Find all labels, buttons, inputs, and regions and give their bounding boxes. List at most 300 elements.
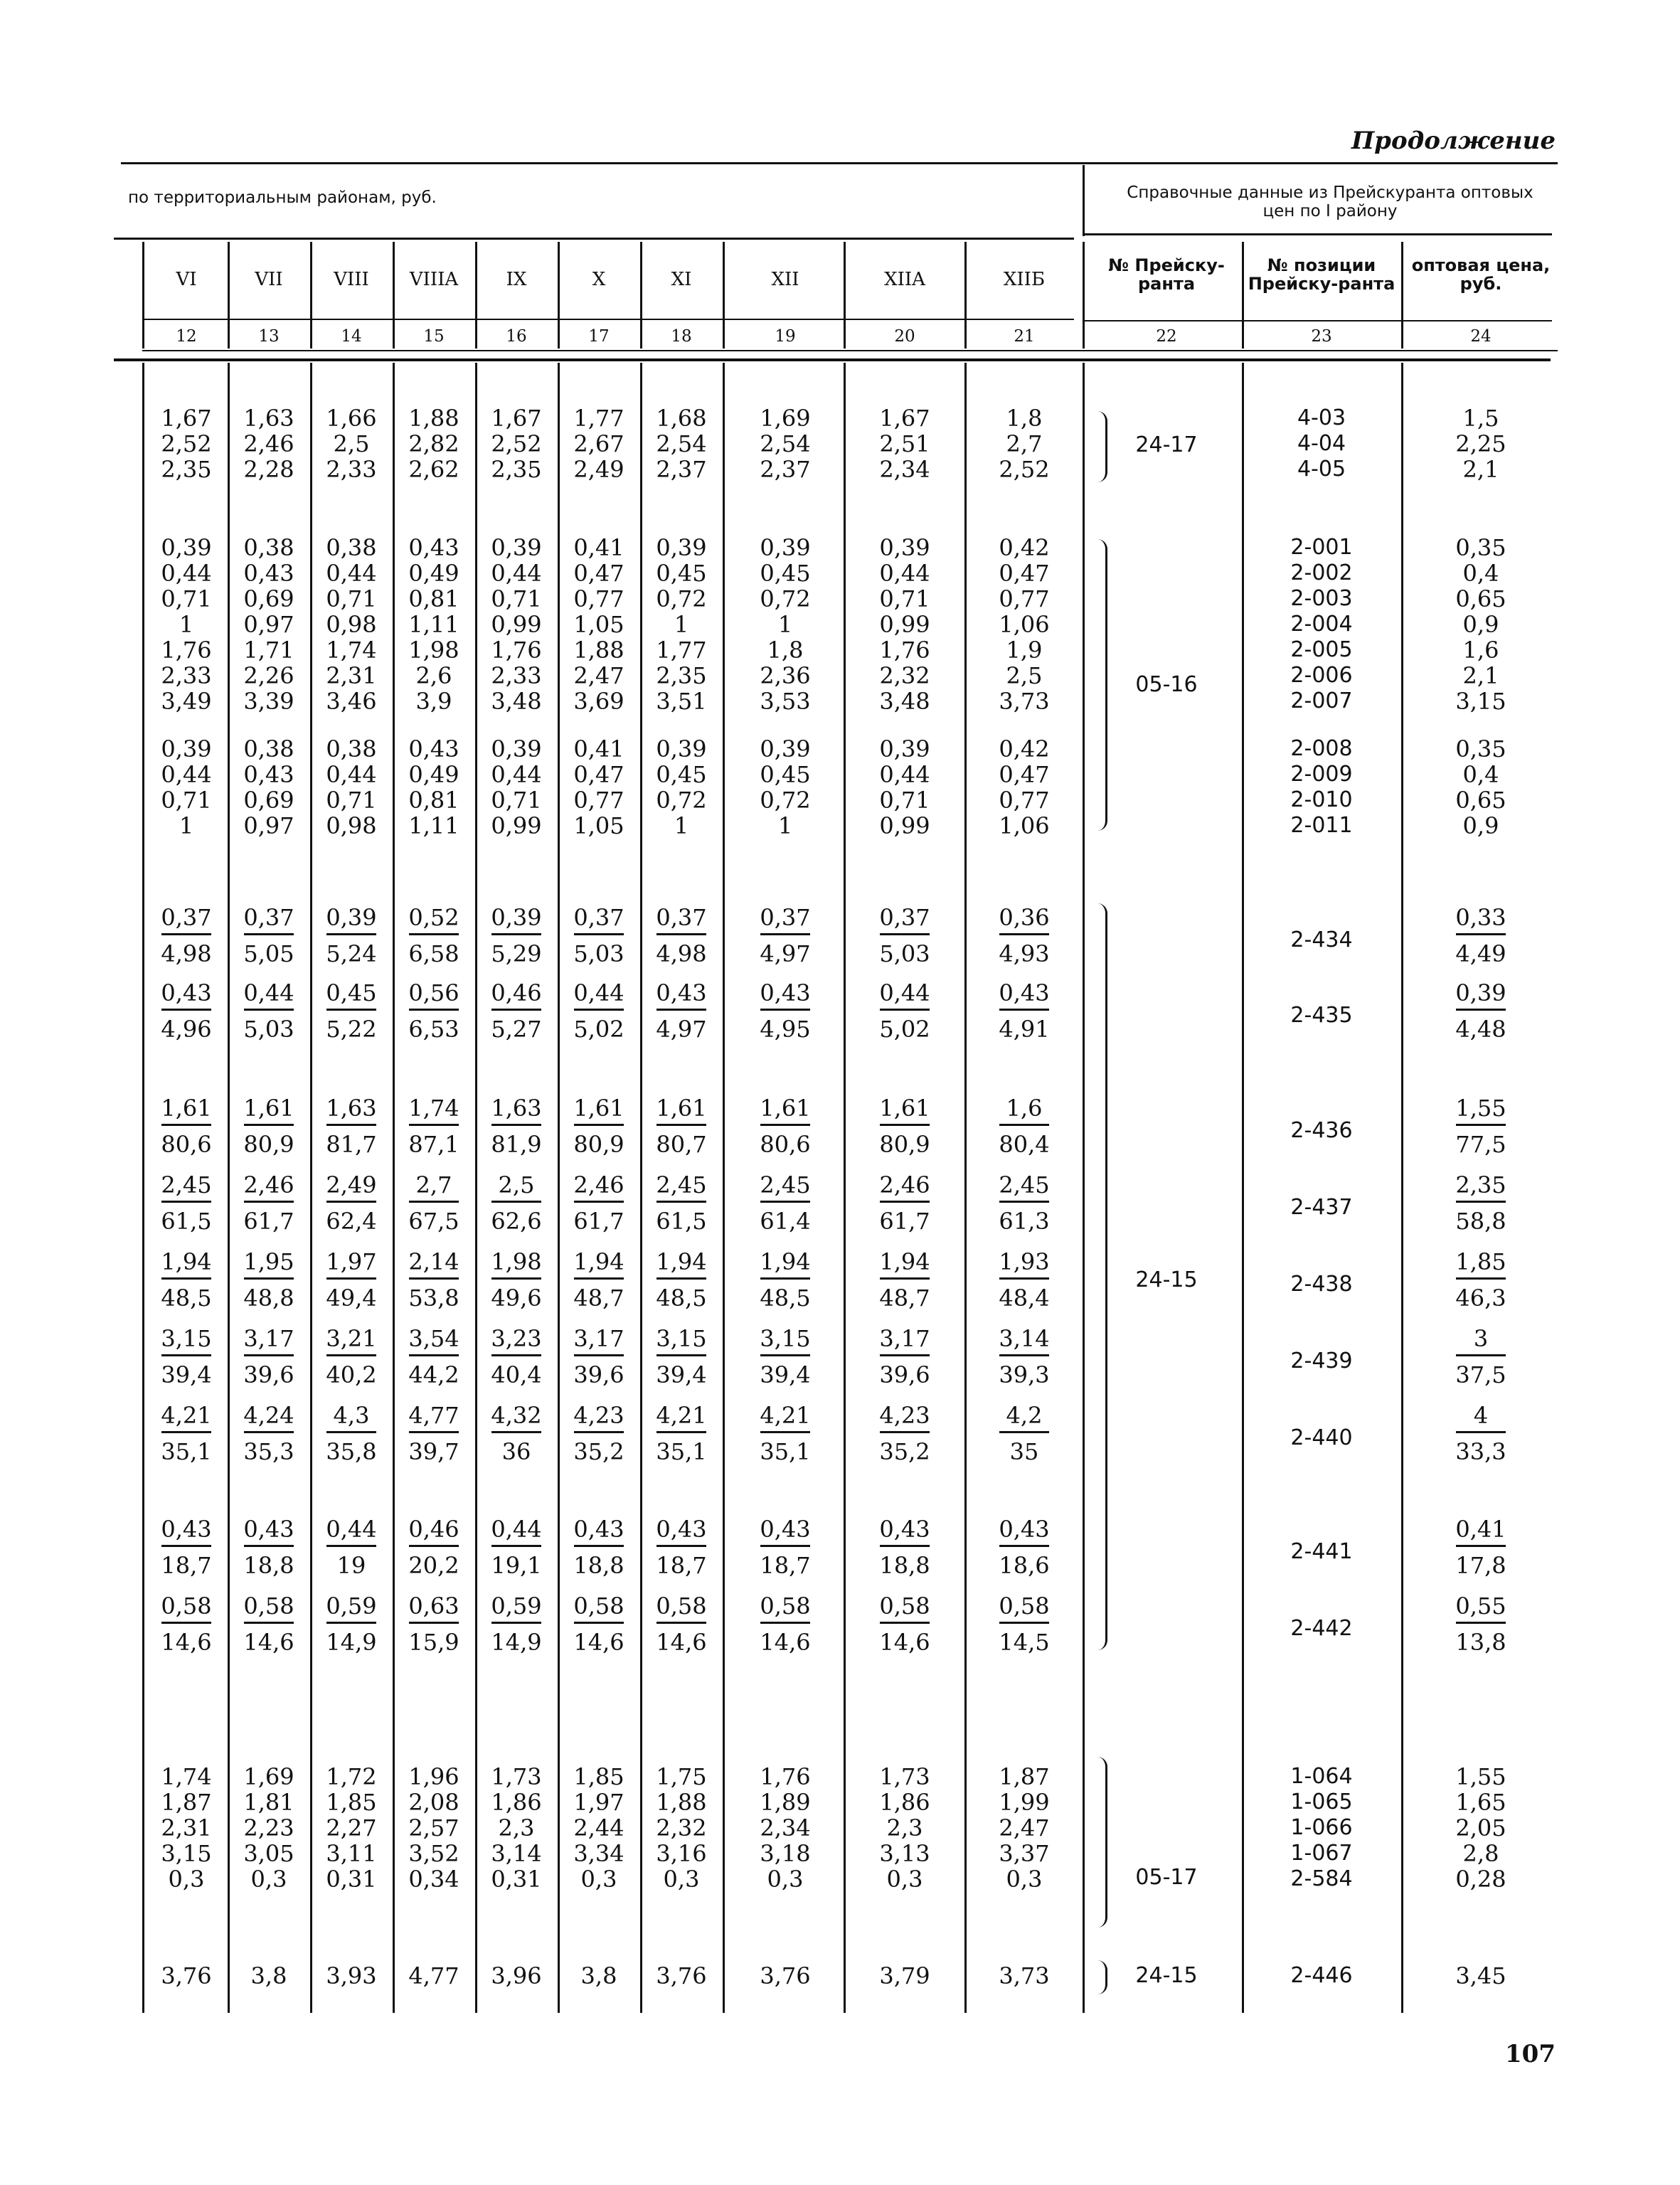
fraction-denominator: 39,4 [656,1361,707,1388]
fraction-bar [760,1201,810,1203]
fraction-bar [574,1277,624,1280]
fraction-cell [556,1324,642,1389]
price-denominator: 13,8 [1455,1629,1506,1656]
b1-cell-21: 1,8 2,7 2,52 [999,405,1050,483]
fraction-denominator: 80,6 [161,1131,212,1158]
fraction-denominator: 53,8 [408,1285,459,1312]
fraction-row-position: 2-439 [1290,1349,1353,1373]
fraction-cell [391,1171,477,1235]
fraction-bar [880,1431,930,1433]
fraction-numerator: 0,43 [243,1516,294,1543]
header-column-rule [310,242,312,349]
fraction-cell [743,1248,828,1312]
fraction-row-price [1438,979,1524,1043]
fraction-cell [309,1592,394,1657]
fraction-denominator: 48,5 [656,1285,707,1312]
fraction-cell [862,1094,947,1159]
price-denominator: 4,48 [1455,1016,1506,1043]
fraction-denominator: 35,8 [326,1438,377,1465]
fraction-numerator: 0,43 [879,1516,930,1543]
column-number-15: 15 [423,327,445,346]
header-column-rule [844,242,846,349]
fraction-bar [491,1277,541,1280]
fraction-denominator: 62,6 [491,1208,542,1235]
price-denominator: 33,3 [1455,1438,1506,1465]
column-header-16: IX [506,269,527,290]
fraction-denominator: 61,7 [243,1208,294,1235]
fraction-cell [391,1094,477,1159]
fraction-denominator: 62,4 [326,1208,377,1235]
fraction-bar [760,1545,810,1547]
fraction-cell [556,1401,642,1466]
fraction-numerator: 1,98 [491,1248,542,1275]
body-column-rule [844,363,846,2013]
b5-cell-18: 1,75 1,88 2,32 3,16 0,3 [656,1763,707,1893]
fraction-bar [574,1201,624,1203]
b5-cell-16: 1,73 1,86 2,3 3,14 0,31 [491,1763,542,1893]
price-denominator: 46,3 [1455,1285,1506,1312]
fraction-numerator: 3,15 [656,1325,707,1352]
fraction-denominator: 4,97 [760,940,811,967]
fraction-bar [880,1354,930,1356]
fraction-cell [474,903,559,968]
fraction-row-position: 2-441 [1290,1539,1353,1564]
fraction-denominator: 80,9 [879,1131,930,1158]
fraction-numerator: 0,36 [999,904,1050,931]
column-number-23: 23 [1311,327,1332,346]
b1-cell-13: 1,63 2,46 2,28 [243,405,294,483]
fraction-denominator: 14,6 [243,1629,294,1656]
fraction-denominator: 4,91 [999,1016,1050,1043]
b3-cell-12: 0,39 0,44 0,71 1 [161,735,212,839]
fraction-denominator: 5,05 [243,940,294,967]
fraction-bar [760,1277,810,1280]
price-numerator: 4 [1473,1402,1489,1429]
fraction-numerator: 4,77 [408,1402,459,1429]
fraction-numerator: 2,46 [243,1171,294,1198]
fraction-bar [491,1545,541,1547]
fraction-bar [244,1622,294,1624]
fraction-cell [144,1401,229,1466]
b5-cell-17: 1,85 1,97 2,44 3,34 0,3 [573,1763,624,1893]
header-column-rule [475,242,477,349]
fraction-bar [409,1277,459,1280]
header-column-rule [558,242,560,349]
b5-cell-12: 1,74 1,87 2,31 3,15 0,3 [161,1763,212,1893]
fraction-numerator: 2,45 [760,1171,811,1198]
b2-cell-21: 0,42 0,47 0,77 1,06 1,9 2,5 3,73 [999,534,1050,715]
fraction-cell [862,1248,947,1312]
b3-cell-17: 0,41 0,47 0,77 1,05 [573,735,624,839]
column-header-17: X [592,269,606,290]
fraction-cell [862,903,947,968]
fraction-numerator: 0,46 [408,1516,459,1543]
b3-cell-16: 0,39 0,44 0,71 0,99 [491,735,542,839]
fraction-cell [639,1248,724,1312]
fraction-cell [226,1094,312,1159]
fraction-bar [574,1545,624,1547]
fraction-cell [309,1094,394,1159]
fraction-bar [409,1124,459,1126]
fraction-denominator: 61,3 [999,1208,1050,1235]
fraction-denominator: 14,6 [760,1629,811,1656]
fraction-denominator: 40,4 [491,1361,542,1388]
fraction-numerator: 2,14 [408,1248,459,1275]
fraction-numerator: 1,97 [326,1248,377,1275]
price-denominator: 37,5 [1455,1361,1506,1388]
fraction-bar [409,1545,459,1547]
header-column-rule [964,242,967,349]
fraction-denominator: 48,8 [243,1285,294,1312]
body-column-rule [964,363,967,2013]
fraction-denominator: 44,2 [408,1361,459,1388]
fraction-cell [144,903,229,968]
fraction-numerator: 4,32 [491,1402,542,1429]
page-number: 107 [1505,2040,1556,2068]
fraction-numerator: 0,58 [999,1593,1050,1620]
fraction-denominator: 35,2 [573,1438,624,1465]
fraction-bar [999,1622,1049,1624]
price-denominator: 58,8 [1455,1208,1506,1235]
fraction-bar [1456,1622,1506,1624]
column-number-18: 18 [671,327,692,346]
fraction-numerator: 1,61 [760,1095,811,1122]
fraction-denominator: 35,1 [760,1438,811,1465]
fraction-row-price [1438,1592,1524,1657]
fraction-cell [743,1171,828,1235]
b5-cell-14: 1,72 1,85 2,27 3,11 0,31 [326,1763,377,1893]
fraction-bar [161,1277,211,1280]
price-list-24-15-fractions: 24-15 [1135,1267,1198,1292]
fraction-row-position: 2-442 [1290,1616,1353,1641]
b3-positions: 2-008 2-009 2-010 2-011 [1290,736,1353,838]
fraction-denominator: 18,8 [879,1552,930,1579]
fraction-cell [474,1324,559,1389]
fraction-denominator: 39,6 [243,1361,294,1388]
fraction-denominator: 20,2 [408,1552,459,1579]
fraction-bar [999,1201,1049,1203]
b1-positions: 4-03 4-04 4-05 [1297,405,1346,482]
fraction-cell [144,1515,229,1580]
b1-cell-17: 1,77 2,67 2,49 [573,405,624,483]
fraction-numerator: 0,39 [491,904,542,931]
fraction-bar [760,1622,810,1624]
fraction-numerator: 0,45 [326,979,377,1006]
fraction-numerator: 0,44 [243,979,294,1006]
fraction-numerator: 0,52 [408,904,459,931]
fraction-denominator: 4,93 [999,940,1050,967]
fraction-bar [574,1354,624,1356]
fraction-cell [862,1171,947,1235]
fraction-numerator: 0,37 [879,904,930,931]
price-numerator: 0,41 [1455,1516,1506,1543]
fraction-denominator: 5,03 [573,940,624,967]
fraction-cell [474,1171,559,1235]
fraction-bar [326,1009,376,1011]
fraction-bar [880,1277,930,1280]
fraction-numerator: 3,21 [326,1325,377,1352]
fraction-numerator: 0,58 [760,1593,811,1620]
brace-05-16 [1092,539,1107,831]
brace-24-17 [1092,411,1107,482]
fraction-row-price [1438,1401,1524,1466]
fraction-numerator: 0,37 [573,904,624,931]
fraction-bar [491,1009,541,1011]
fraction-numerator: 3,17 [573,1325,624,1352]
b1-cell-15: 1,88 2,82 2,62 [408,405,459,483]
fraction-bar [999,1354,1049,1356]
header-column-rule [1083,242,1085,349]
fraction-bar [244,1124,294,1126]
fraction-bar [491,1201,541,1203]
fraction-cell [391,1592,477,1657]
fraction-cell [862,1592,947,1657]
header-column-rule [142,242,144,349]
fraction-bar [880,1201,930,1203]
fraction-row-price [1438,1324,1524,1389]
fraction-row-price [1438,903,1524,968]
ref-column-header-23: № позиции Прейску-ранта [1248,255,1395,294]
price-numerator: 0,39 [1455,979,1506,1006]
fraction-denominator: 81,9 [491,1131,542,1158]
column-header-14: VIII [334,269,369,290]
fraction-bar [244,1201,294,1203]
column-header-15: VIIIA [409,269,459,290]
fraction-numerator: 0,37 [161,904,212,931]
b2-cell-19: 0,39 0,45 0,72 1 1,8 2,36 3,53 [760,534,811,715]
b5-positions: 1-064 1-065 1-066 1-067 2-584 [1290,1764,1353,1891]
fraction-denominator: 6,58 [408,940,459,967]
fraction-bar [880,933,930,935]
fraction-denominator: 61,4 [760,1208,811,1235]
column-header-13: VII [255,269,283,290]
fraction-numerator: 0,39 [326,904,377,931]
fraction-cell [982,979,1067,1043]
fraction-denominator: 5,24 [326,940,377,967]
b2-cell-17: 0,41 0,47 0,77 1,05 1,88 2,47 3,69 [573,534,624,715]
fraction-denominator: 80,6 [760,1131,811,1158]
fraction-row-position: 2-436 [1290,1118,1353,1143]
fraction-denominator: 19 [336,1552,366,1579]
fraction-bar [326,1354,376,1356]
fraction-row-price [1438,1248,1524,1312]
fraction-bar [491,1354,541,1356]
fraction-cell [391,1324,477,1389]
column-number-13: 13 [258,327,280,346]
b6-cell-20: 3,79 [879,1962,930,1989]
column-number-12: 12 [176,327,197,346]
fraction-denominator: 14,9 [326,1629,377,1656]
fraction-numerator: 0,43 [760,1516,811,1543]
fraction-denominator: 39,4 [161,1361,212,1388]
fraction-denominator: 80,9 [243,1131,294,1158]
fraction-cell [639,903,724,968]
fraction-cell [391,1248,477,1312]
fraction-cell [556,903,642,968]
fraction-denominator: 35,1 [161,1438,212,1465]
fraction-numerator: 3,14 [999,1325,1050,1352]
fraction-numerator: 4,21 [656,1402,707,1429]
fraction-denominator: 48,7 [879,1285,930,1312]
fraction-cell [474,979,559,1043]
price-numerator: 1,55 [1455,1095,1506,1122]
fraction-cell [144,1171,229,1235]
fraction-cell [309,1324,394,1389]
b2-cell-16: 0,39 0,44 0,71 0,99 1,76 2,33 3,48 [491,534,542,715]
fraction-cell [144,979,229,1043]
fraction-bar [161,933,211,935]
fraction-cell [743,1401,828,1466]
fraction-row-position: 2-438 [1290,1272,1353,1297]
header-group-divider [1083,165,1085,236]
fraction-bar [574,1009,624,1011]
fraction-denominator: 39,4 [760,1361,811,1388]
fraction-denominator: 49,4 [326,1285,377,1312]
fraction-denominator: 35 [1009,1438,1039,1465]
fraction-bar [880,1124,930,1126]
fraction-denominator: 61,5 [656,1208,707,1235]
fraction-cell [982,1592,1067,1657]
fraction-bar [656,933,706,935]
fraction-cell [309,1248,394,1312]
fraction-bar [244,1354,294,1356]
fraction-numerator: 0,58 [161,1593,212,1620]
price-list-05-16: 05-16 [1135,672,1198,697]
fraction-numerator: 0,43 [999,979,1050,1006]
fraction-denominator: 4,96 [161,1016,212,1043]
fraction-bar [656,1009,706,1011]
fraction-bar [656,1124,706,1126]
b2-cell-18: 0,39 0,45 0,72 1 1,77 2,35 3,51 [656,534,707,715]
b6-cell-15: 4,77 [408,1962,459,1989]
brace-05-17 [1092,1757,1107,1928]
fraction-denominator: 5,03 [879,940,930,967]
fraction-cell [556,979,642,1043]
fraction-numerator: 3,15 [760,1325,811,1352]
fraction-bar [999,1124,1049,1126]
fraction-denominator: 14,6 [879,1629,930,1656]
fraction-cell [474,1094,559,1159]
fraction-numerator: 2,5 [498,1171,535,1198]
fraction-bar [491,1124,541,1126]
fraction-numerator: 0,58 [573,1593,624,1620]
fraction-denominator: 80,9 [573,1131,624,1158]
fraction-bar [1456,1124,1506,1126]
fraction-numerator: 2,46 [573,1171,624,1198]
b6-prices: 3,45 [1455,1962,1506,1989]
fraction-cell [982,1324,1067,1389]
fraction-numerator: 2,45 [161,1171,212,1198]
b5-cell-13: 1,69 1,81 2,23 3,05 0,3 [243,1763,294,1893]
fraction-cell [309,979,394,1043]
fraction-denominator: 18,7 [760,1552,811,1579]
fraction-denominator: 67,5 [408,1208,459,1235]
fraction-cell [743,1324,828,1389]
ref-column-header-24: оптовая цена, руб. [1411,255,1551,294]
column-number-17: 17 [588,327,610,346]
b1-prices: 1,5 2,25 2,1 [1455,405,1506,483]
fraction-numerator: 1,61 [161,1095,212,1122]
fraction-bar [161,1201,211,1203]
fraction-cell [226,1324,312,1389]
b6-cell-16: 3,96 [491,1962,542,1989]
fraction-numerator: 2,46 [879,1171,930,1198]
fraction-bar [999,1277,1049,1280]
fraction-bar [574,1431,624,1433]
fraction-bar [161,1124,211,1126]
fraction-numerator: 1,94 [760,1248,811,1275]
fraction-cell [982,1401,1067,1466]
fraction-bar [244,1545,294,1547]
fraction-numerator: 3,15 [161,1325,212,1352]
fraction-cell [144,1094,229,1159]
b3-cell-14: 0,38 0,44 0,71 0,98 [326,735,377,839]
fraction-denominator: 48,5 [760,1285,811,1312]
fraction-numerator: 0,59 [326,1593,377,1620]
b3-cell-13: 0,38 0,43 0,69 0,97 [243,735,294,839]
fraction-numerator: 0,37 [760,904,811,931]
fraction-bar [880,1545,930,1547]
column-number-19: 19 [775,327,796,346]
fraction-cell [226,1171,312,1235]
fraction-cell [226,903,312,968]
fraction-numerator: 0,44 [573,979,624,1006]
fraction-bar [1456,933,1506,935]
price-list-05-17: 05-17 [1135,1865,1198,1890]
fraction-numerator: 0,58 [656,1593,707,1620]
fraction-bar [491,1431,541,1433]
b1-cell-20: 1,67 2,51 2,34 [879,405,930,483]
b1-cell-14: 1,66 2,5 2,33 [326,405,377,483]
fraction-denominator: 39,6 [573,1361,624,1388]
fraction-bar [999,1009,1049,1011]
b5-cell-15: 1,96 2,08 2,57 3,52 0,34 [408,1763,459,1893]
fraction-numerator: 0,46 [491,979,542,1006]
fraction-cell [743,1515,828,1580]
fraction-numerator: 0,63 [408,1593,459,1620]
b5-prices: 1,55 1,65 2,05 2,8 0,28 [1455,1763,1506,1893]
b6-cell-13: 3,8 [250,1962,287,1989]
fraction-cell [391,1515,477,1580]
fraction-cell [743,903,828,968]
fraction-denominator: 5,02 [879,1016,930,1043]
fraction-cell [144,1248,229,1312]
b3-prices: 0,35 0,4 0,65 0,9 [1455,735,1506,839]
fraction-bar [161,1009,211,1011]
column-number-21: 21 [1014,327,1035,346]
fraction-bar [326,1431,376,1433]
fraction-denominator: 14,6 [573,1629,624,1656]
fraction-bar [1456,1201,1506,1203]
top-rule [121,162,1558,164]
fraction-numerator: 1,6 [1006,1095,1043,1122]
b6-cell-14: 3,93 [326,1962,377,1989]
fraction-cell [391,1401,477,1466]
fraction-cell [743,1592,828,1657]
fraction-cell [862,1515,947,1580]
fraction-bar [161,1431,211,1433]
fraction-denominator: 48,5 [161,1285,212,1312]
column-number-14: 14 [341,327,362,346]
fraction-cell [474,1515,559,1580]
b1-cell-18: 1,68 2,54 2,37 [656,405,707,483]
fraction-numerator: 0,43 [760,979,811,1006]
fraction-bar [656,1431,706,1433]
header-right-rule [1083,233,1552,235]
header-column-rule [723,242,725,349]
fraction-bar [999,1431,1049,1433]
fraction-numerator: 0,44 [879,979,930,1006]
